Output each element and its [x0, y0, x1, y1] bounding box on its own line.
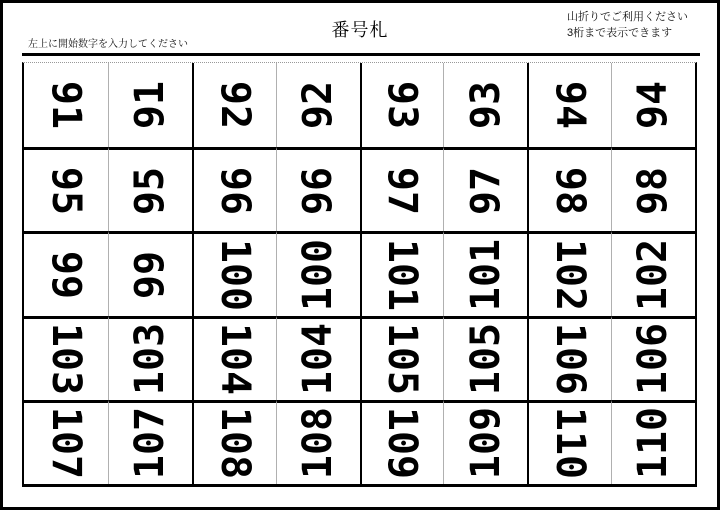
instruction-left: 左上に開始数字を入力してください — [28, 39, 188, 50]
number-label: 110 — [630, 407, 677, 480]
number-cell-left — [360, 63, 444, 147]
number-label: 101 — [379, 238, 426, 312]
number-cell-left — [360, 231, 444, 315]
number-label: 104 — [295, 323, 342, 396]
number-label: 110 — [547, 407, 594, 480]
number-label: 104 — [211, 323, 258, 396]
number-label: 105 — [462, 323, 509, 396]
number-label: 100 — [295, 238, 342, 312]
number-cell-left — [527, 316, 611, 400]
number-cell-right — [276, 147, 360, 231]
number-label: 107 — [127, 407, 174, 480]
number-cell-right — [611, 63, 695, 147]
number-label: 93 — [462, 81, 509, 130]
number-cell-right — [108, 63, 192, 147]
number-cell-right — [108, 231, 192, 315]
instruction-right — [567, 9, 688, 41]
number-cell-left — [192, 231, 276, 315]
number-label: 91 — [42, 81, 89, 130]
number-cell-left — [192, 400, 276, 484]
number-cell-right — [276, 231, 360, 315]
number-cell-left — [24, 147, 108, 231]
number-label: 98 — [630, 166, 677, 215]
number-label: 100 — [211, 238, 258, 312]
number-cell-left — [192, 63, 276, 147]
number-label: 93 — [379, 81, 426, 130]
number-label: 92 — [295, 81, 342, 130]
number-cell-left — [527, 231, 611, 315]
number-cell-right — [611, 147, 695, 231]
number-cell-right — [108, 316, 192, 400]
number-cell-right — [443, 147, 527, 231]
number-label: 106 — [630, 323, 677, 396]
number-cell-left — [24, 63, 108, 147]
header-divider — [22, 53, 700, 56]
number-cell-left — [527, 63, 611, 147]
page-title: 番号札 — [331, 20, 389, 40]
number-cell-left — [360, 147, 444, 231]
number-cell-right — [443, 63, 527, 147]
number-label: 109 — [379, 407, 426, 480]
number-label: 94 — [547, 81, 594, 130]
number-label: 98 — [547, 166, 594, 215]
number-label: 101 — [462, 238, 509, 312]
number-label: 91 — [127, 81, 174, 130]
number-cell-right — [611, 231, 695, 315]
number-label: 103 — [42, 323, 89, 396]
number-label: 95 — [127, 166, 174, 215]
number-cell-left — [192, 147, 276, 231]
number-label: 103 — [127, 323, 174, 396]
number-label: 97 — [379, 166, 426, 215]
number-label: 95 — [42, 166, 89, 215]
number-cell-left — [360, 400, 444, 484]
number-cell-right — [276, 400, 360, 484]
number-cell-left — [24, 231, 108, 315]
number-cell-right — [443, 316, 527, 400]
instruction-right-line2: 3桁まで表示できます — [567, 27, 673, 39]
number-label: 92 — [211, 81, 258, 130]
number-cell-right — [276, 316, 360, 400]
number-cell-left — [360, 316, 444, 400]
instruction-right-line1: 山折りでご利用ください — [567, 11, 688, 23]
number-label: 107 — [42, 407, 89, 480]
number-cell-left — [24, 316, 108, 400]
number-label: 102 — [547, 238, 594, 312]
number-cell-right — [108, 400, 192, 484]
number-label: 96 — [295, 166, 342, 215]
number-cell-right — [108, 147, 192, 231]
number-label: 108 — [295, 407, 342, 480]
number-label: 106 — [547, 323, 594, 396]
number-cell-right — [611, 316, 695, 400]
number-cell-left — [192, 316, 276, 400]
number-cell-right — [443, 400, 527, 484]
number-cell-left — [527, 400, 611, 484]
number-label: 99 — [42, 250, 89, 300]
number-cell-right — [443, 231, 527, 315]
number-label: 105 — [379, 323, 426, 396]
number-label: 97 — [462, 166, 509, 215]
number-cell-right — [611, 400, 695, 484]
number-label: 102 — [630, 238, 677, 312]
number-label: 94 — [630, 81, 677, 130]
number-label: 96 — [211, 166, 258, 215]
number-cell-left — [527, 147, 611, 231]
number-cell-left — [24, 400, 108, 484]
number-label: 109 — [462, 407, 509, 480]
number-label: 108 — [211, 407, 258, 480]
number-grid — [22, 62, 697, 487]
number-label: 99 — [127, 250, 174, 300]
number-cell-right — [276, 63, 360, 147]
